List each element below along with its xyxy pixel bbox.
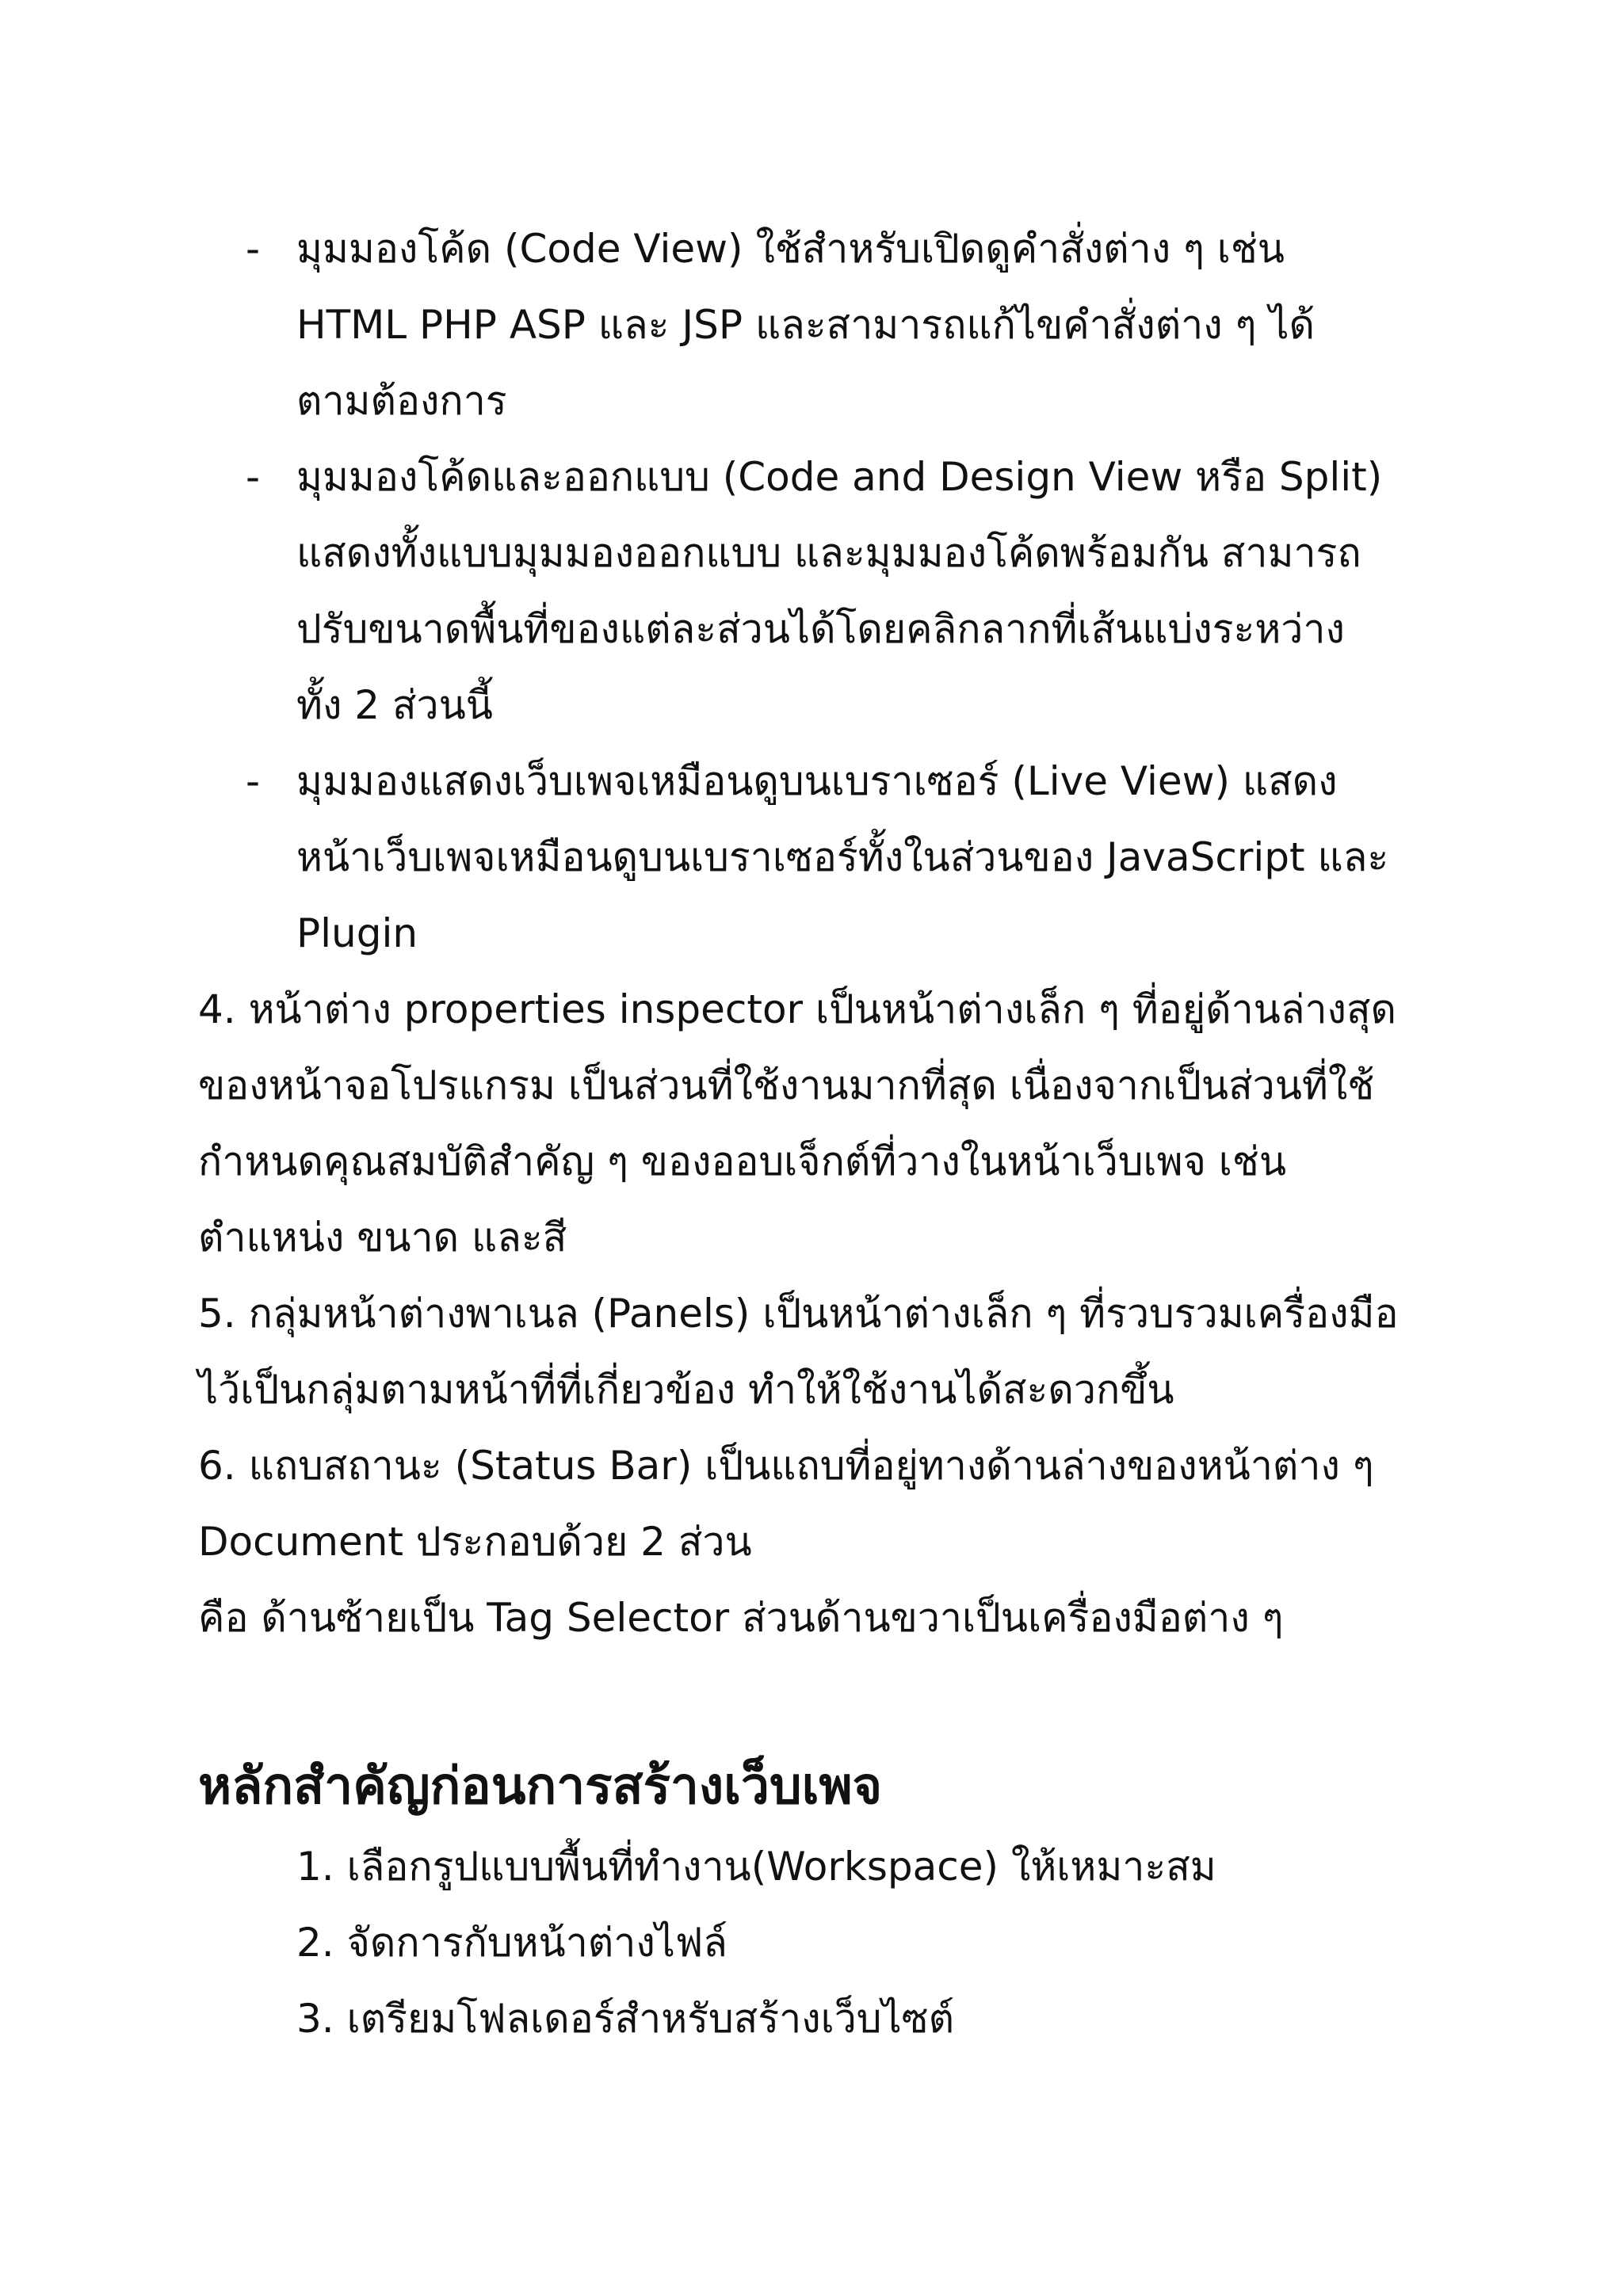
bullet-3-line-3: Plugin [296,910,418,956]
bullet-2-line-3: ปรับขนาดพื้นที่ของแต่ละส่วนได้โดยคลิกลากที่เส้นแบ่งระหว่าง [296,606,1345,652]
item-5-line-2: ไว้เป็นกลุ่มตามหน้าที่ที่เกี่ยวข้อง ทำให้ใช้งานได้สะดวกขึ้น [198,1367,1174,1413]
item-6-line-3: คือ ด้านซ้ายเป็น Tag Selector ส่วนด้านขวาเป็นเครื่องมือต่าง ๆ [198,1595,1284,1641]
bullet-2-line-1: - มุมมองโค้ดและออกแบบ (Code and Design View หรือ Split) [0,439,1623,515]
bullet-dash: - [246,454,261,500]
bullet-1-line-3: ตามต้องการ [296,378,507,424]
bullet-dash: - [246,226,261,272]
bullet-1-line-2: HTML PHP ASP และ JSP และสามารถแก้ไขคำสั่งต่าง ๆ ได้ [296,302,1315,348]
bullet-2-line-2: แสดงทั้งแบบมุมมองออกแบบ และมุมมองโค้ดพร้อมกัน สามารถ [296,530,1361,576]
item-4-line-2: ของหน้าจอโปรแกรม เป็นส่วนที่ใช้งานมากที่สุด เนื่องจากเป็นส่วนที่ใช้ [198,1062,1375,1108]
bullet-3-line-1: - มุมมองแสดงเว็บเพจเหมือนดูบนเบราเซอร์ (Live View) แสดง [0,743,1623,819]
item-5-line-1: 5. กลุ่มหน้าต่างพาเนล (Panels) เป็นหน้าต่างเล็ก ๆ ที่รวบรวมเครื่องมือ [198,1291,1399,1337]
bullet-3-line-2: หน้าเว็บเพจเหมือนดูบนเบราเซอร์ทั้งในส่วนของ JavaScript และ [296,834,1389,880]
item-6-line-2: Document ประกอบด้วย 2 ส่วน [198,1519,752,1565]
item-4-line-4: ตำแหน่ง ขนาด และสี [198,1215,567,1261]
step-2: 2. จัดการกับหน้าต่างไฟล์ [296,1920,727,1966]
bullet-1-line-1: - มุมมองโค้ด (Code View) ใช้สำหรับเปิดดูคำสั่งต่าง ๆ เช่น [0,211,1623,287]
item-4-line-1: 4. หน้าต่าง properties inspector เป็นหน้าต่างเล็ก ๆ ที่อยู่ด้านล่างสุด [198,986,1396,1032]
item-6-line-1: 6. แถบสถานะ (Status Bar) เป็นแถบที่อยู่ทางด้านล่างของหน้าต่าง ๆ [198,1443,1374,1489]
section-heading: หลักสำคัญก่อนการสร้างเว็บเพจ [198,1757,883,1816]
bullet-dash: - [246,758,261,804]
step-1: 1. เลือกรูปแบบพื้นที่ทำงาน(Workspace) ให้เหมาะสม [296,1844,1216,1890]
item-4-line-3: กำหนดคุณสมบัติสำคัญ ๆ ของออบเจ็กต์ที่วางในหน้าเว็บเพจ เช่น [198,1138,1286,1184]
step-3: 3. เตรียมโฟลเดอร์สำหรับสร้างเว็บไซต์ [296,1996,955,2042]
bullet-2-line-4: ทั้ง 2 ส่วนนี้ [296,682,493,728]
